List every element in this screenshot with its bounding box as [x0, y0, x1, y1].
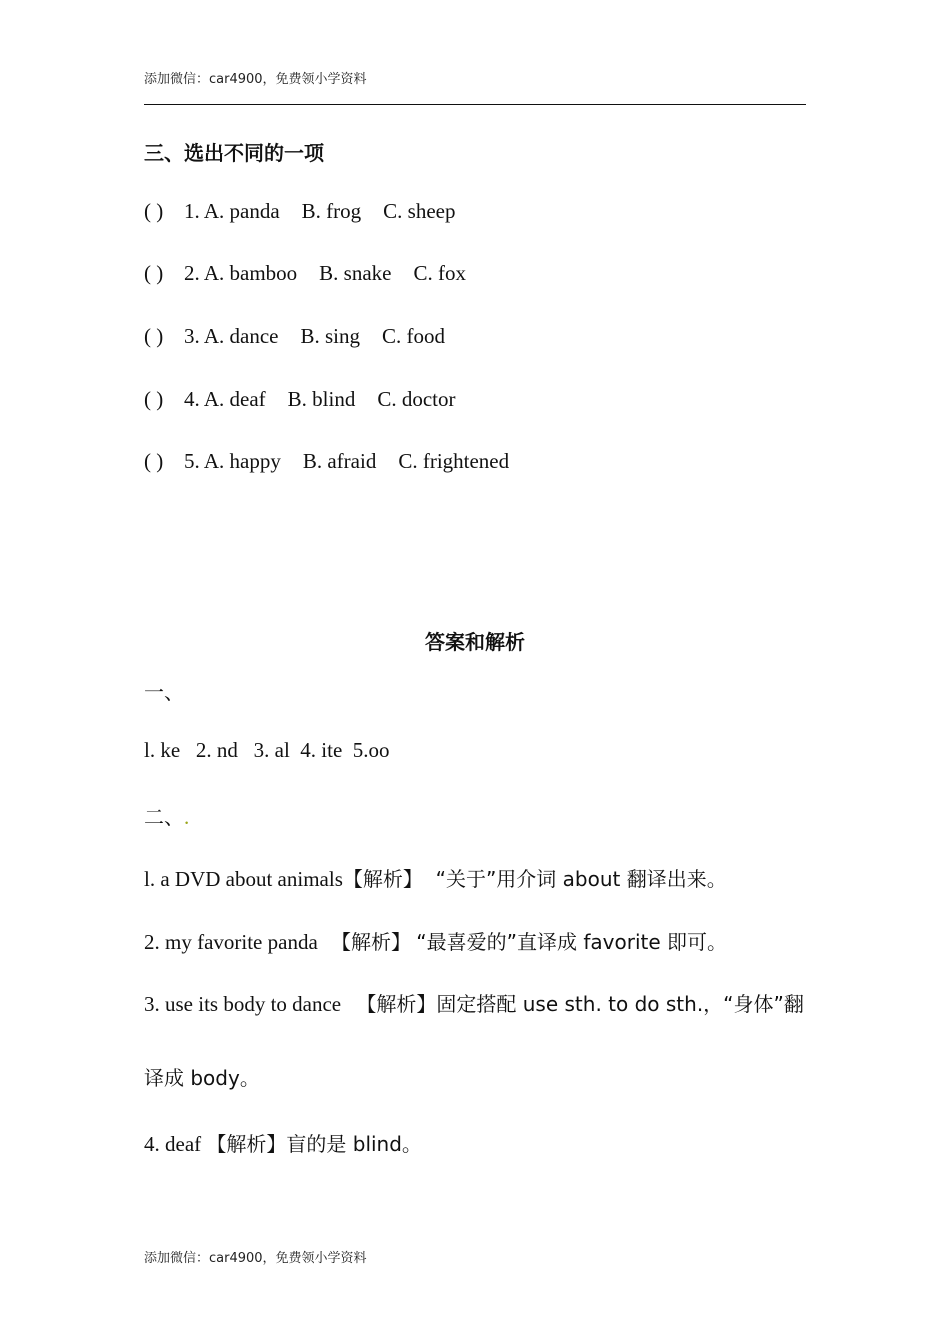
section-title: 三、选出不同的一项	[144, 141, 324, 165]
answer-blank[interactable]: ( )	[144, 199, 164, 223]
option-c: C. frightened	[398, 449, 510, 473]
answer-item-4	[144, 1128, 422, 1157]
option-b: B. frog	[301, 199, 362, 223]
question-number: 5.	[184, 449, 200, 473]
analysis-text: 固定搭配 use sth. to do sth.，“身体”翻译成 body。	[144, 992, 804, 1090]
answer-text: l. a DVD about animals	[144, 867, 343, 891]
answer-text: 3. use its body to dance	[144, 992, 342, 1016]
part2-heading	[144, 801, 189, 830]
header-rule	[144, 104, 806, 105]
part2-label: 二、	[144, 805, 184, 829]
answer-text: 4. deaf	[144, 1132, 202, 1156]
option-c: C. sheep	[383, 199, 456, 223]
option-a: A. dance	[203, 324, 279, 348]
answer-item-1	[144, 863, 727, 892]
option-a: A. bamboo	[203, 261, 298, 285]
analysis-tag: 【解析】	[331, 930, 412, 954]
analysis-tag: 【解析】	[342, 867, 423, 891]
answer-item-2	[144, 926, 727, 955]
part1-answers: l. ke 2. nd 3. al 4. ite 5.oo	[144, 738, 390, 762]
option-a: A. deaf	[203, 387, 266, 411]
part1-label: 一、	[144, 680, 184, 704]
question-4	[144, 387, 456, 412]
stray-dot: .	[184, 805, 190, 829]
answers-title: 答案和解析	[425, 630, 525, 654]
question-number: 3.	[184, 324, 200, 348]
question-2	[144, 261, 466, 286]
answer-item-3	[144, 967, 806, 1115]
option-c: C. fox	[413, 261, 466, 285]
analysis-text: 盲的是 blind。	[286, 1132, 422, 1156]
option-b: B. snake	[319, 261, 392, 285]
answer-blank[interactable]: ( )	[144, 449, 164, 473]
analysis-text: “关于”用介词 about 翻译出来。	[422, 867, 727, 891]
analysis-tag: 【解析】	[206, 1132, 287, 1156]
analysis-tag: 【解析】	[356, 992, 437, 1016]
option-b: B. sing	[300, 324, 360, 348]
question-number: 4.	[184, 387, 200, 411]
option-c: C. doctor	[377, 387, 456, 411]
option-a: A. happy	[203, 449, 281, 473]
analysis-text: “最喜爱的”直译成 favorite 即可。	[416, 930, 728, 954]
question-number: 1.	[184, 199, 200, 223]
answer-blank[interactable]: ( )	[144, 261, 164, 285]
answer-blank[interactable]: ( )	[144, 387, 164, 411]
option-b: B. afraid	[302, 449, 377, 473]
answer-blank[interactable]: ( )	[144, 324, 164, 348]
question-5	[144, 449, 509, 474]
page-footer: 添加微信：car4900，免费领小学资料	[144, 1251, 367, 1266]
answer-text: 2. my favorite panda	[144, 930, 318, 954]
option-b: B. blind	[287, 387, 356, 411]
option-a: A. panda	[203, 199, 280, 223]
question-number: 2.	[184, 261, 200, 285]
option-c: C. food	[382, 324, 445, 348]
question-3	[144, 324, 445, 349]
question-1	[144, 199, 455, 224]
page-header: 添加微信：car4900，免费领小学资料	[144, 72, 367, 87]
